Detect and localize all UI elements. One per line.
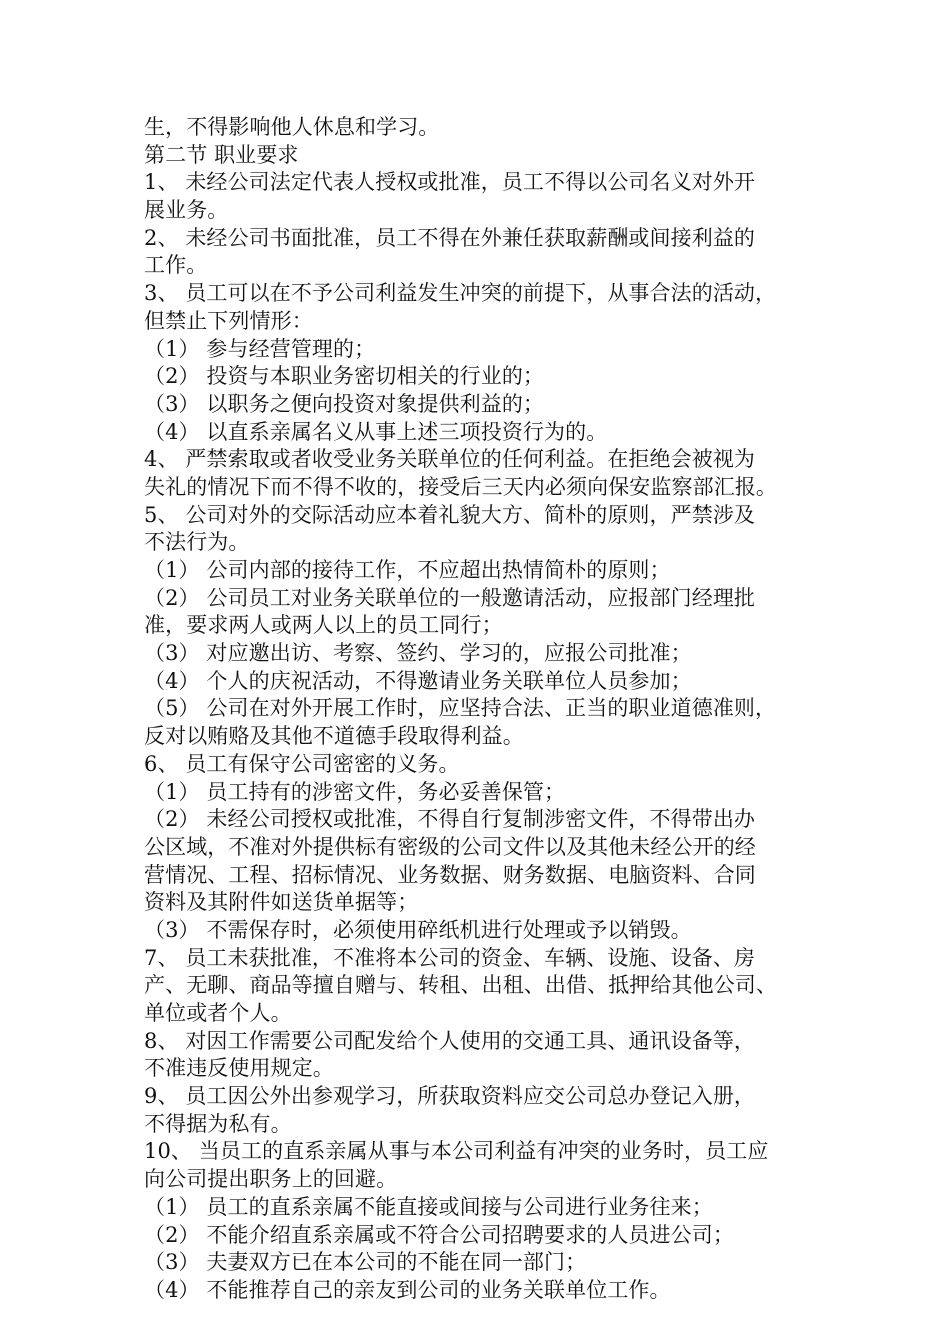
text-line: 7、 员工未获批准，不准将本公司的资金、车辆、设施、设备、房 <box>144 945 756 970</box>
text-line: 10、 当员工的直系亲属从事与本公司利益有冲突的业务时，员工应 <box>144 1139 769 1164</box>
text-line: （2） 不能介绍直系亲属或不符合公司招聘要求的人员进公司； <box>144 1222 734 1247</box>
text-line: （1） 员工持有的涉密文件，务必妥善保管； <box>144 779 566 804</box>
text-line: 2、 未经公司书面批准，员工不得在外兼任获取薪酬或间接利益的 <box>144 225 756 250</box>
text-line: 1、 未经公司法定代表人授权或批准，员工不得以公司名义对外开 <box>144 170 756 195</box>
text-line: （3） 不需保存时，必须使用碎纸机进行处理或予以销毁。 <box>144 917 692 942</box>
text-line: （1） 参与经营管理的； <box>144 336 376 361</box>
text-line: 3、 员工可以在不予公司利益发生冲突的前提下，从事合法的活动， <box>144 281 777 306</box>
text-line: （2） 未经公司授权或批准，不得自行复制涉密文件，不得带出办 <box>144 807 756 832</box>
text-line: 公区域，不准对外提供标有密级的公司文件以及其他未经公开的经 <box>144 834 756 859</box>
text-line: 资料及其附件如送货单据等； <box>144 890 419 915</box>
text-line: （3） 夫妻双方已在本公司的不能在同一部门； <box>144 1250 587 1275</box>
text-line: 5、 公司对外的交际活动应本着礼貌大方、简朴的原则，严禁涉及 <box>144 502 756 527</box>
text-line: 反对以贿赂及其他不道德手段取得利益。 <box>144 724 524 749</box>
text-line: 不法行为。 <box>144 530 250 555</box>
text-line: 6、 员工有保守公司密密的义务。 <box>144 751 460 776</box>
text-line: 生，不得影响他人休息和学习。 <box>144 115 440 139</box>
text-line: （4） 以直系亲属名义从事上述三项投资行为的。 <box>144 419 608 444</box>
text-line: （5） 公司在对外开展工作时，应坚持合法、正当的职业道德准则， <box>144 696 777 721</box>
text-line: 展业务。 <box>144 198 229 223</box>
text-line: 准，要求两人或两人以上的员工同行； <box>144 613 503 638</box>
text-line: 8、 对因工作需要公司配发给个人使用的交通工具、通讯设备等， <box>144 1028 756 1053</box>
text-line: 工作。 <box>144 253 208 278</box>
text-line: 但禁止下列情形： <box>144 308 313 333</box>
text-line: （3） 对应邀出访、考察、签约、学习的，应报公司批准； <box>144 641 692 666</box>
text-line: 营情况、工程、招标情况、业务数据、财务数据、电脑资料、合同 <box>144 862 756 887</box>
text-line: （2） 公司员工对业务关联单位的一般邀请活动，应报部门经理批 <box>144 585 756 610</box>
text-line: 9、 员工因公外出参观学习，所获取资料应交公司总办登记入册， <box>144 1084 756 1109</box>
text-line: 不准违反使用规定。 <box>144 1056 334 1081</box>
text-line: （2） 投资与本职业务密切相关的行业的； <box>144 364 545 389</box>
text-line: （1） 公司内部的接待工作，不应超出热情简朴的原则； <box>144 558 671 582</box>
text-line: （1） 员工的直系亲属不能直接或间接与公司进行业务往来； <box>144 1194 713 1219</box>
document-body <box>144 114 814 1305</box>
text-line: 不得据为私有。 <box>144 1111 292 1136</box>
text-line: 向公司提出职务上的回避。 <box>144 1167 398 1192</box>
text-line: 单位或者个人。 <box>144 1001 292 1025</box>
text-line: 失礼的情况下而不得不收的，接受后三天内必须向保安监察部汇报。 <box>144 474 777 499</box>
section-heading: 第二节 职业要求 <box>144 142 299 167</box>
text-line: （4） 不能推荐自己的亲友到公司的业务关联单位工作。 <box>144 1277 671 1302</box>
text-line: （4） 个人的庆祝活动，不得邀请业务关联单位人员参加； <box>144 668 692 693</box>
text-line: 产、无聊、商品等擅自赠与、转租、出租、出借、抵押给其他公司、 <box>144 973 777 998</box>
text-line: 4、 严禁索取或者收受业务关联单位的任何利益。在拒绝会被视为 <box>144 447 756 472</box>
text-line: （3） 以职务之便向投资对象提供利益的； <box>144 391 545 416</box>
